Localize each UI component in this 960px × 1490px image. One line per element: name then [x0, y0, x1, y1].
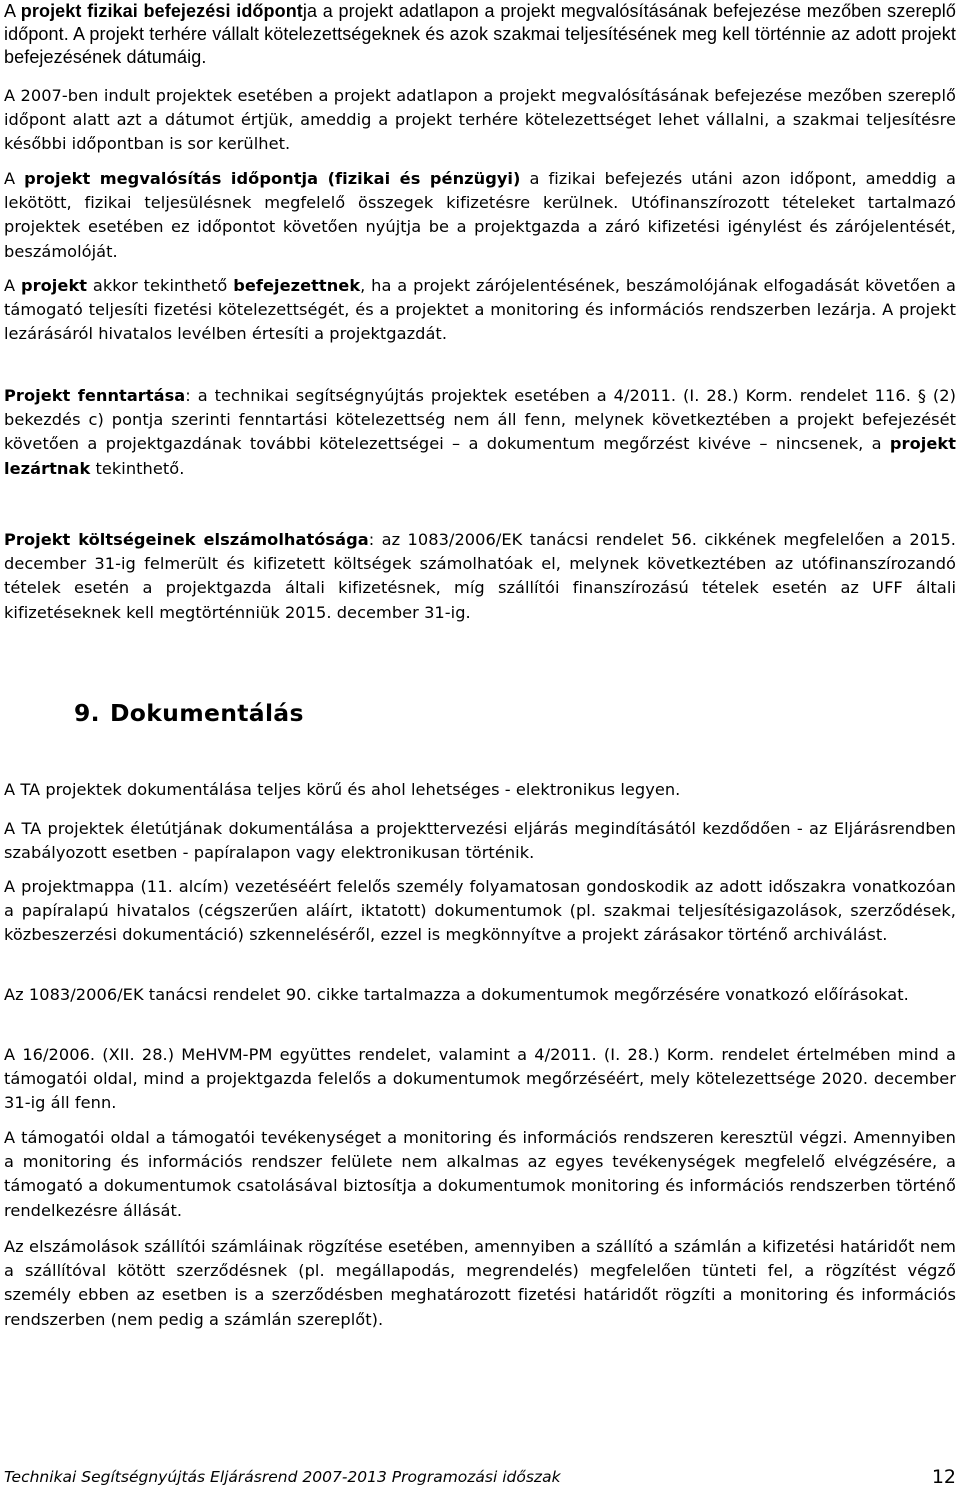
paragraph-project-completed	[4, 274, 956, 347]
text-span: A	[4, 276, 21, 295]
bold-term: projekt	[20, 276, 88, 295]
section-number: 9.	[74, 699, 100, 727]
paragraph-physical-completion	[4, 0, 956, 70]
section-heading	[74, 699, 304, 727]
paragraph-monitoring-system: A támogatói oldal a támogatói tevékenységet a monitoring és információs rendszeren keresztül végzi. Amennyiben a monitoring és információs rendszer felülete nem alkalmas az egyes tevékenységek megfelelő elvégzésére, a támogató a dokumentumok csatolásával biztosítja a dokumentumok monitoring és információs rendszerben történő rendelkezésre állását.	[4, 1128, 956, 1220]
bold-term: projekt lezártnak	[4, 434, 956, 478]
text-span: : a technikai segítségnyújtás projektek esetében a 4/2011. (I. 28.) Korm. rendelet 116. § (2) bekezdés c) pontja szerinti fenntartási kötelezettség nem áll fenn, melynek következtében a projekt befejezését követően a projektgazdának további kötelezettségei – a dokumentum megőrzést kivéve – nincsenek, a	[4, 386, 956, 454]
text-span: tekinthető.	[90, 458, 185, 478]
bold-term: projekt fizikai befejezési időpont	[20, 1, 303, 21]
page-footer	[4, 1466, 956, 1490]
text-span: , ha a projekt zárójelentésének, beszámolójának elfogadását követően a támogató teljesíti fizetési kötelezettségét, és a projektet a monitoring és információs rendszerben lezárja. A projekt lezárásáról hivatalos levélben értesíti a projektgazdát.	[4, 276, 956, 344]
paragraph-regulation-90: Az 1083/2006/EK tanácsi rendelet 90. cikke tartalmazza a dokumentumok megőrzésére vonatkozó előírásokat.	[4, 985, 909, 1004]
text-span: akkor tekinthető	[87, 276, 234, 295]
bold-term: Projekt költségeinek elszámolhatósága	[4, 530, 369, 549]
paragraph-documentation-intro: A TA projektek dokumentálása teljes körű és ahol lehetséges - elektronikus legyen.	[4, 780, 681, 799]
paragraph-documentation-lifecycle: A TA projektek életútjának dokumentálása a projekttervezési eljárás megindításától kezdődően - az Eljárásrendben szabályozott esetben - papíralapon vagy elektronikusan történik.	[4, 819, 956, 863]
paragraph-implementation-time	[4, 167, 956, 264]
bold-term: projekt megvalósítás időpontja (fizikai és pénzügyi)	[24, 169, 521, 188]
text-span: a fizikai befejezés utáni azon időpont, ameddig a lekötött, fizikai teljesülésnek megfelelő összegek kifizetésre kerülnek. Utófinanszírozott tételeket tartalmazó projektek esetében ez időpontot követően nyújtja be a projektgazda a záró kifizetési igénylést és zárójelentését, beszámolóját.	[4, 169, 956, 261]
text-span: ja a projekt adatlapon a projekt megvalósításának befejezése mezőben szereplő időpont. A projekt terhére vállalt kötelezettségeknek és azok szakmai teljesítésének meg kell történnie az adott projekt befejezésének dátumáig.	[4, 1, 957, 68]
text-span: A	[4, 169, 25, 188]
section-title: Dokumentálás	[110, 699, 304, 727]
paragraph-project-maintenance	[4, 384, 956, 481]
paragraph-supplier-invoices: Az elszámolások szállítói számláinak rögzítése esetében, amennyiben a szállító a számlán a kifizetési határidőt nem a szállítóval kötött szerződésnek (pl. megállapodás, megrendelés) megfelelően tünteti fel, a rögzítést végző személy ebben az esetben is a szerződésben meghatározott fizetési határidőt rögzíti a monitoring és információs rendszerben (nem pedig a számlán szereplőt).	[4, 1237, 956, 1329]
paragraph-retention-obligation: A 16/2006. (XII. 28.) MeHVM-PM együttes rendelet, valamint a 4/2011. (I. 28.) Korm. rendelet értelmében mind a támogatói oldal, mind a projektgazda felelős a dokumentumok megőrzéséért, mely kötelezettsége 2020. december 31-ig áll fenn.	[4, 1045, 956, 1113]
paragraph-2007-projects: A 2007-ben indult projektek esetében a projekt adatlapon a projekt megvalósításának befejezése mezőben szereplő időpont alatt azt a dátumot értjük, ameddig a projekt terhére kötelezettséget lehet vállalni, a szakmai teljesítésre későbbi időpontban is sor kerülhet.	[4, 86, 956, 154]
bold-term: Projekt fenntartása	[4, 386, 186, 405]
footer-title: Technikai Segítségnyújtás Eljárásrend 2007-2013 Programozási időszak	[4, 1468, 561, 1486]
paragraph-project-folder: A projektmappa (11. alcím) vezetéséért felelős személy folyamatosan gondoskodik az adott időszakra vonatkozóan a papíralapú hivatalos (cégszerűen aláírt, iktatott) dokumentumok (pl. szakmai teljesítésigazolások, szerződések, közbeszerzési dokumentáció) szkenneléséről, ezzel is megkönnyítve a projekt zárásakor történő archiválást.	[4, 877, 956, 945]
text-span: A	[4, 1, 21, 21]
page-number: 12	[931, 1466, 956, 1488]
bold-term: befejezettnek	[233, 276, 361, 295]
text-span: : az 1083/2006/EK tanácsi rendelet 56. cikkének megfelelően a 2015. december 31-ig felmerült és kifizetett költségek számolhatóak el, melynek következtében az utófinanszírozandó tételek esetén a projektgazda általi kifizetésnek, míg szállítói finanszírozású tételek esetén az UFF általi kifizetéseknek kell megtörténniük 2015. december 31-ig.	[4, 530, 956, 622]
paragraph-cost-eligibility	[4, 528, 956, 625]
